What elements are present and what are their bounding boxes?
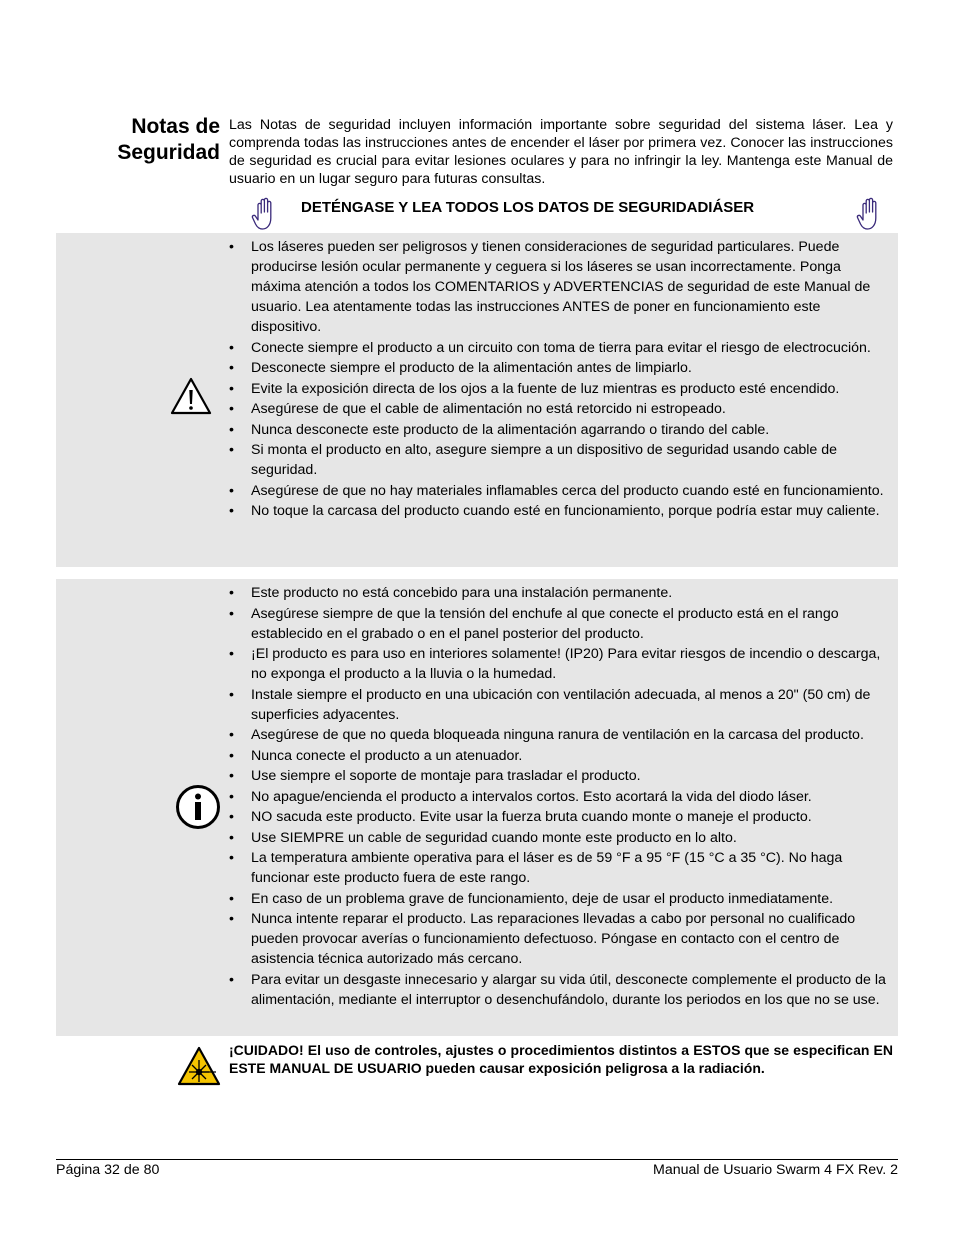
list-item: • En caso de un problema grave de funcionamiento, deje de usar el producto inmediatamente. <box>251 889 891 909</box>
warning-triangle-icon <box>170 377 212 420</box>
stop-hand-icon <box>251 196 277 237</box>
info-list <box>251 583 891 1010</box>
section-title-line1: Notas de <box>131 115 220 138</box>
footer-page-number: Página 32 de 80 <box>56 1162 160 1178</box>
laser-hazard-icon <box>177 1046 221 1091</box>
list-item: • Si monta el producto en alto, asegure siempre a un dispositivo de seguridad usando cable de seguridad. <box>251 440 891 480</box>
list-item: • Use siempre el soporte de montaje para trasladar el producto. <box>251 766 891 786</box>
list-item: • Para evitar un desgaste innecesario y alargar su vida útil, desconecte complemente el producto de la alimentación, mediante el interruptor o desenchufándolo, durante los periodos en los que no se use. <box>251 970 891 1010</box>
info-panel <box>56 579 898 1036</box>
list-item: • Evite la exposición directa de los ojos a la fuente de luz mientras es producto esté encendido. <box>251 379 891 399</box>
list-item: • Este producto no está concebido para una instalación permanente. <box>251 583 891 603</box>
list-item: • Conecte siempre el producto a un circuito con toma de tierra para evitar el riesgo de electrocución. <box>251 338 891 358</box>
stop-notice-row <box>229 196 893 232</box>
list-item: • Asegúrese siempre de que la tensión del enchufe al que conecte el producto está en el rango establecido en el grabado o en el panel posterior del producto. <box>251 604 891 644</box>
section-heading <box>100 114 220 166</box>
list-item: • Nunca desconecte este producto de la alimentación agarrando o tirando del cable. <box>251 420 891 440</box>
list-item: • La temperatura ambiente operativa para el láser es de 59 °F a 95 °F (15 °C a 35 °C). No haga funcionar este producto fuera de este rango. <box>251 848 891 888</box>
intro-paragraph: Las Notas de seguridad incluyen información importante sobre seguridad del sistema láser. Lea y comprenda todas las instrucciones antes de encender el láser por primera vez. Conocer las instrucciones de seguridad es crucial para evitar lesiones oculares y para no infringir la ley. Mantenga este Manual de usuario en un lugar seguro para futuras consultas. <box>229 117 893 187</box>
list-item: • Los láseres pueden ser peligrosos y tienen consideraciones de seguridad particulares. Puede producirse lesión ocular permanente y ceguera si los láseres se usan incorrectamente. Ponga máxima atención a todos los COMENTARIOS y ADVERTENCIAS de seguridad de este Manual de usuario. Lea atentamente todas las instrucciones ANTES de poner en funcionamiento este dispositivo. <box>251 237 891 337</box>
stop-notice-text: DETÉNGASE Y LEA TODOS LOS DATOS DE SEGURIDADIÁSER <box>301 199 755 216</box>
list-item: • Asegúrese de que no hay materiales inflamables cerca del producto cuando esté en funcionamiento. <box>251 481 891 501</box>
list-item: • No apague/encienda el producto a intervalos cortos. Esto acortará la vida del diodo láser. <box>251 787 891 807</box>
stop-hand-icon <box>856 196 882 237</box>
warnings-panel <box>56 233 898 567</box>
caution-text: ¡CUIDADO! El uso de controles, ajustes o procedimientos distintos a ESTOS que se especifican EN ESTE MANUAL DE USUARIO pueden causar exposición peligrosa a la radiación. <box>229 1042 893 1076</box>
list-item: • Asegúrese de que no queda bloqueada ninguna ranura de ventilación en la carcasa del producto. <box>251 725 891 745</box>
list-item: • NO sacuda este producto. Evite usar la fuerza bruta cuando monte o maneje el producto. <box>251 807 891 827</box>
list-item: • Asegúrese de que el cable de alimentación no está retorcido ni estropeado. <box>251 399 891 419</box>
list-item: • Nunca conecte el producto a un atenuador. <box>251 746 891 766</box>
list-item: • Nunca intente reparar el producto. Las reparaciones llevadas a cabo por personal no cualificado pueden provocar averías o funcionamiento defectuoso. Póngase en contacto con el centro de asistencia técnica autorizado más cercano. <box>251 909 891 969</box>
list-item: • Desconecte siempre el producto de la alimentación antes de limpiarlo. <box>251 358 891 378</box>
info-icon <box>175 784 221 835</box>
warnings-list <box>251 237 891 522</box>
list-item: • Use SIEMPRE un cable de seguridad cuando monte este producto en lo alto. <box>251 828 891 848</box>
section-title-line2: Seguridad <box>117 141 220 164</box>
list-item: • ¡El producto es para uso en interiores solamente! (IP20) Para evitar riesgos de incendio o descarga, no exponga el producto a la lluvia o la humedad. <box>251 644 891 684</box>
footer-divider <box>56 1159 898 1160</box>
list-item: • Instale siempre el producto en una ubicación con ventilación adecuada, al menos a 20" (50 cm) de superficies adyacentes. <box>251 685 891 725</box>
list-item: • No toque la carcasa del producto cuando esté en funcionamiento, porque podría estar muy caliente. <box>251 501 891 521</box>
footer-manual-title: Manual de Usuario Swarm 4 FX Rev. 2 <box>653 1162 898 1178</box>
